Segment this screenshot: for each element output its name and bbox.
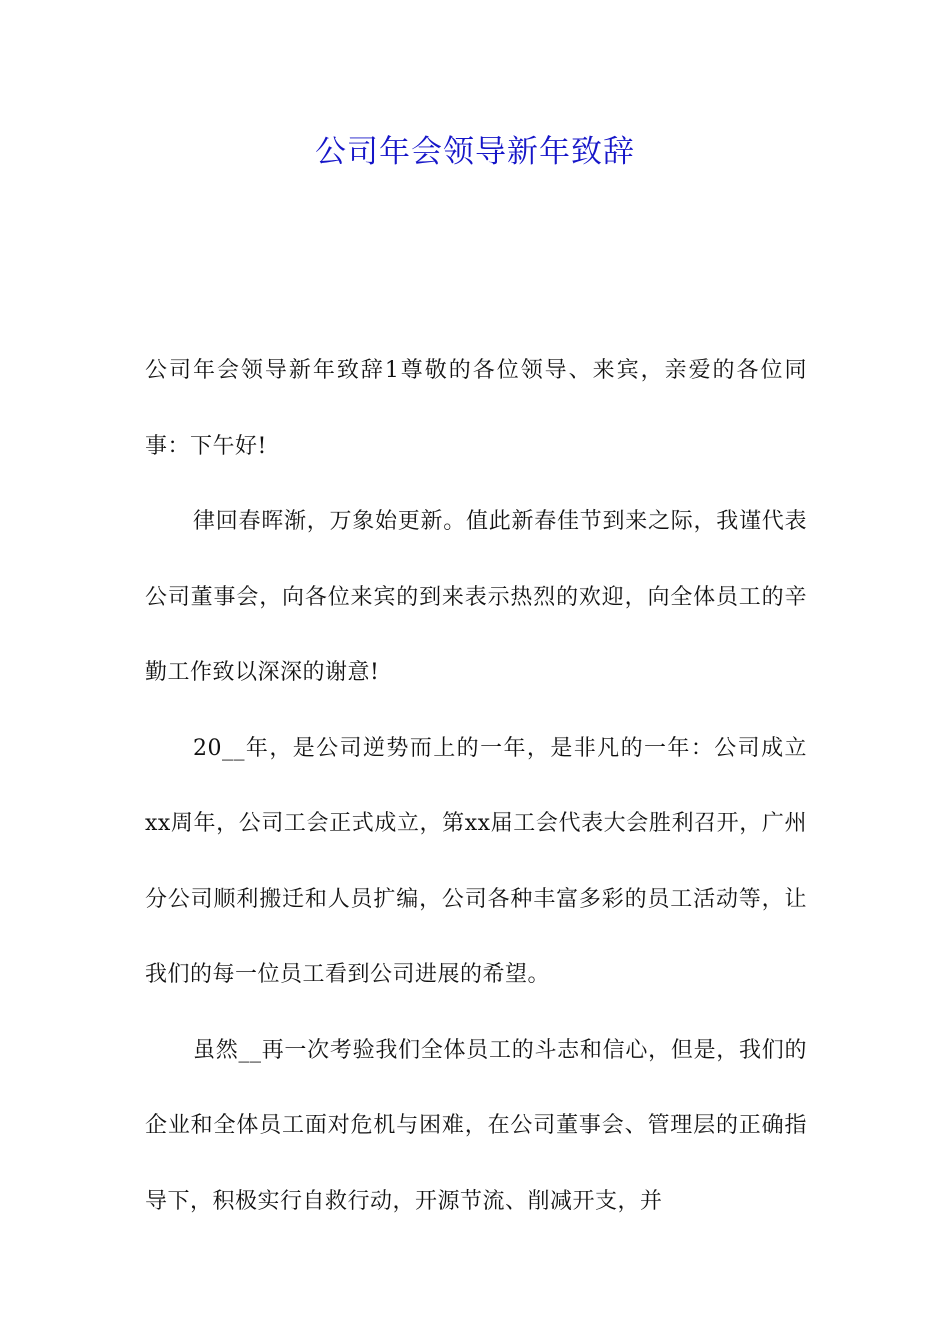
document-title: 公司年会领导新年致辞 [315, 134, 635, 170]
paragraph-greeting: 公司年会领导新年致辞1尊敬的各位领导、来宾，亲爱的各位同事：下午好! [145, 358, 807, 459]
paragraph-year-review: 20__年，是公司逆势而上的一年，是非凡的一年：公司成立xx周年，公司工会正式成立，第xx届工会代表大会胜利召开，广州分公司顺利搬迁和人员扩编，公司各种丰富多彩的员工活动等，让我们的每一位员工看到公司进展的希望。 [145, 735, 807, 987]
paragraph-challenges: 虽然__再一次考验我们全体员工的斗志和信心，但是，我们的企业和全体员工面对危机与困难，在公司董事会、管理层的正确指导下，积极实行自救行动，开源节流、削减开支，并 [145, 1037, 807, 1214]
paragraph-new-year: 律回春晖渐，万象始更新。值此新春佳节到来之际，我谨代表公司董事会，向各位来宾的到来表示热烈的欢迎，向全体员工的辛勤工作致以深深的谢意! [145, 509, 807, 685]
document-body [145, 333, 807, 1239]
